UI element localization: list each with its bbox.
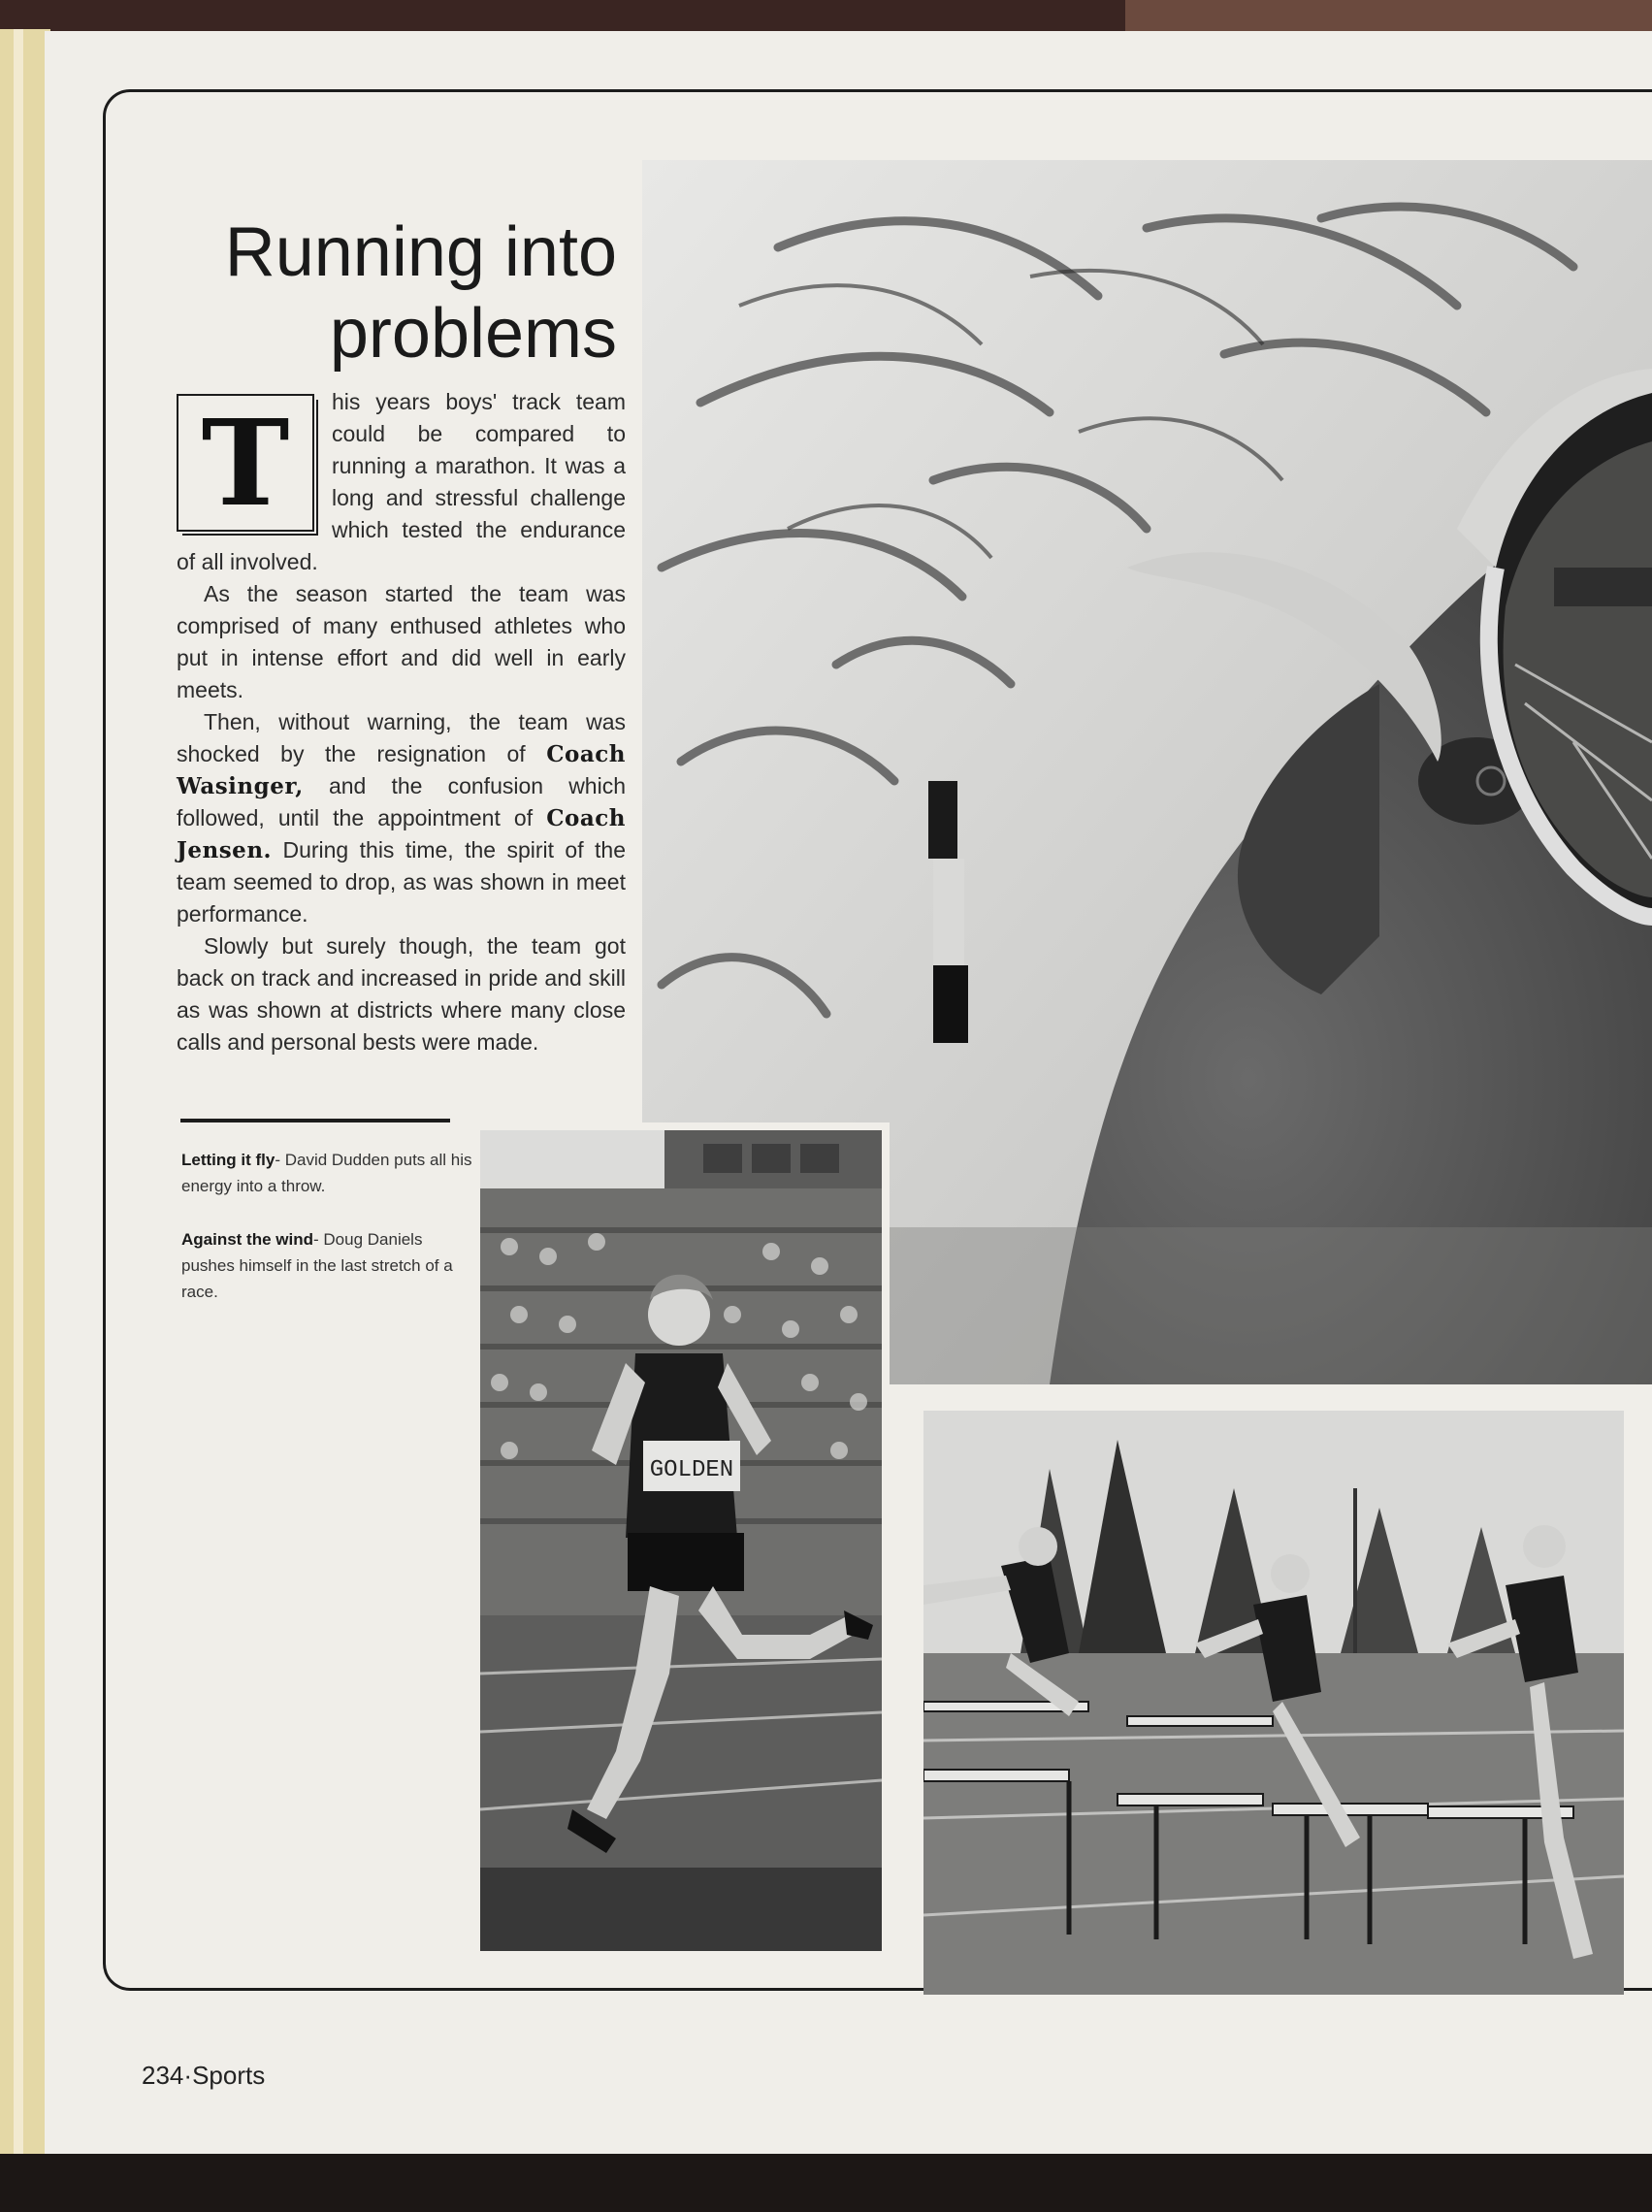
coach-jensen: Coach Jensen. bbox=[177, 805, 626, 863]
coach-wasinger: Coach Wasinger, bbox=[177, 741, 626, 799]
binding-tan bbox=[1125, 0, 1652, 35]
paragraph-1 bbox=[177, 386, 626, 578]
article-headline bbox=[175, 211, 617, 374]
caption-text: Doug Daniels pushes himself in the last stretch of a race. bbox=[181, 1230, 453, 1301]
page-footer: 234·Sports bbox=[142, 2061, 266, 2090]
top-strip bbox=[0, 0, 1652, 35]
caption-divider bbox=[180, 1119, 450, 1122]
drop-cap bbox=[177, 394, 314, 532]
caption-text: David Dudden puts all his energy into a throw. bbox=[181, 1151, 472, 1195]
paragraph-1-text: his years boys' track team could be compared to running a marathon. It was a long and stressful challenge which tested the endurance of all involved. bbox=[177, 389, 626, 574]
paragraph-3-part-a: Then, without warning, the team was shocked by the resignation of bbox=[177, 709, 626, 766]
paragraph-4: Slowly but surely though, the team got back on track and increased in pride and skill as was shown at districts where many close calls and personal bests were made. bbox=[177, 933, 626, 1055]
binding-inner bbox=[14, 29, 23, 2154]
paragraph-3-part-b: and the confusion which followed, until the appointment of bbox=[177, 773, 626, 830]
photo-runner bbox=[472, 1122, 890, 1959]
drop-cap-letter: T bbox=[201, 393, 290, 533]
paragraph-3-part-c: During this time, the spirit of the team seemed to drop, as was shown in meet performance. bbox=[177, 837, 626, 927]
runner-jersey-text: GOLDEN bbox=[649, 1457, 734, 1483]
paragraph-3 bbox=[177, 706, 626, 930]
caption-title: Letting it fly bbox=[181, 1151, 275, 1169]
headline-line-2: problems bbox=[329, 295, 617, 373]
caption-against-the-wind: Against the wind- Doug Daniels pushes himself in the last stretch of a race. bbox=[181, 1230, 453, 1301]
caption-title: Against the wind bbox=[181, 1230, 313, 1249]
article-body bbox=[177, 386, 626, 1058]
paragraph-2: As the season started the team was comprised of many enthused athletes who put in intense effort and did well in early meets. bbox=[177, 581, 626, 702]
headline-line-1: Running into bbox=[224, 213, 617, 291]
page-number: 234 bbox=[142, 2061, 184, 2090]
book-binding bbox=[0, 29, 50, 2154]
photo-hurdlers bbox=[923, 1411, 1624, 1995]
photo-captions bbox=[181, 1147, 472, 1332]
bottom-strip bbox=[0, 2154, 1652, 2212]
caption-letting-it-fly: Letting it fly- David Dudden puts all his energy into a throw. bbox=[181, 1151, 472, 1195]
section-name: Sports bbox=[192, 2061, 266, 2090]
